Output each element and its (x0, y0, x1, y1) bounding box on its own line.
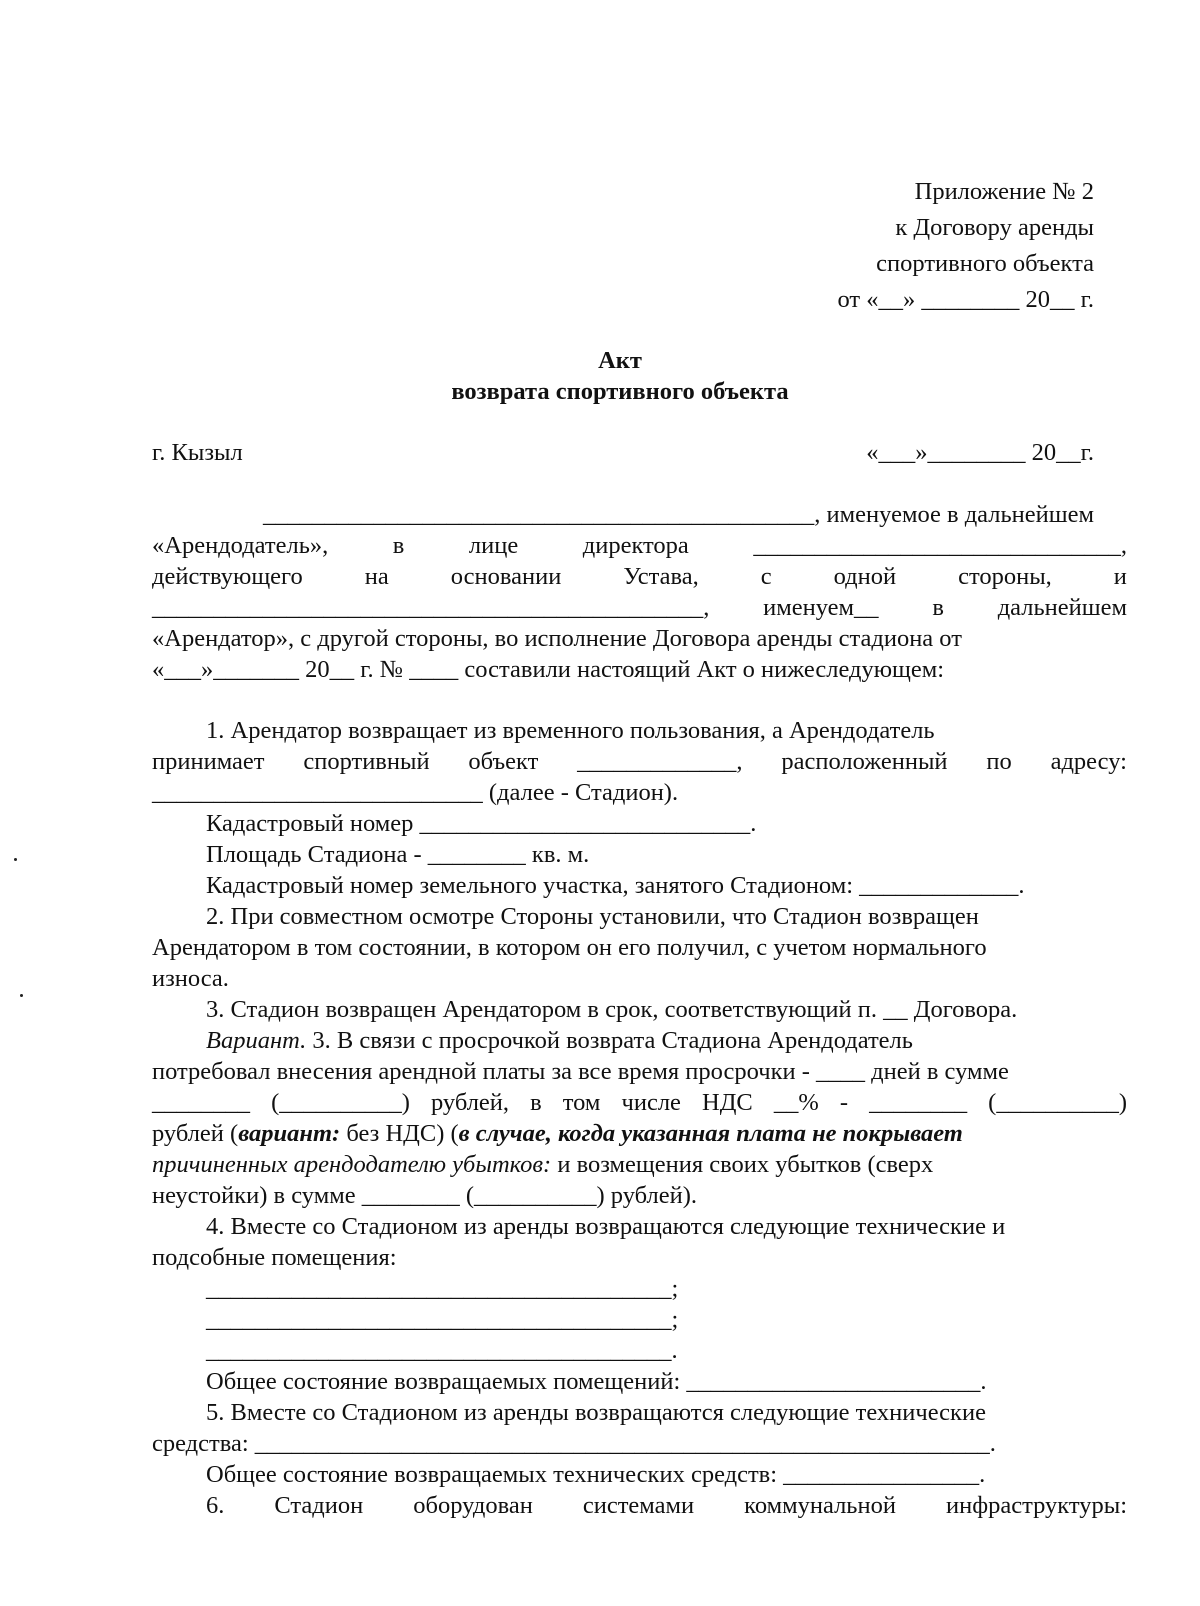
item-1-line-3: ___________________________ (далее - Стадион). (152, 779, 679, 806)
item-1-line-2: принимает спортивный объект _____________, расположенный по адресу: (152, 748, 1127, 775)
item-6-line-1: 6. Стадион оборудован системами коммунальной инфраструктуры: (206, 1492, 1127, 1519)
intro-line-2: «Арендодатель», в лице директора ______________________________, (152, 532, 1127, 559)
item-1-line-1: 1. Арендатор возвращает из временного пользования, а Арендодатель (206, 717, 935, 744)
item-5-line-2: средства: ____________________________________________________________. (152, 1430, 996, 1457)
land-cadastral-number: Кадастровый номер земельного участка, занятого Стадионом: _____________. (206, 872, 1025, 899)
appendix-contract: к Договору аренды (895, 214, 1094, 241)
item-2-line-1: 2. При совместном осмотре Стороны установили, что Стадион возвращен (206, 903, 979, 930)
item-2-line-2: Арендатором в том состоянии, в котором он его получил, с учетом нормального (152, 934, 987, 961)
scan-speck (14, 858, 17, 861)
item-2-line-3: износа. (152, 965, 229, 992)
intro-line-5: «Арендатор», с другой стороны, во исполнение Договора аренды стадиона от (152, 625, 962, 652)
premises-list-item: ______________________________________; (206, 1306, 679, 1333)
intro-line-4: _____________________________________________, именуем__ в дальнейшем (152, 594, 1127, 621)
item-5-line-1: 5. Вместе со Стадионом из аренды возвращаются следующие технические (206, 1399, 986, 1426)
premises-state: Общее состояние возвращаемых помещений: ________________________. (206, 1368, 987, 1395)
premises-list-item: ______________________________________. (206, 1337, 678, 1364)
equipment-state: Общее состояние возвращаемых технических средств: ________________. (206, 1461, 986, 1488)
item-3-variant-line-3: ________ (__________) рублей, в том числе НДС __% - ________ (__________) (152, 1089, 1127, 1116)
appendix-date: от «__» ________ 20__ г. (837, 286, 1094, 313)
item-3-variant-line-2: потребовал внесения арендной платы за все время просрочки - ____ дней в сумме (152, 1058, 1009, 1085)
intro-line-6: «___»_______ 20__ г. № ____ составили настоящий Акт о нижеследующем: (152, 656, 945, 683)
item-4-line-1: 4. Вместе со Стадионом из аренды возвращаются следующие технические и (206, 1213, 1006, 1240)
act-date: «___»________ 20__г. (866, 439, 1094, 466)
city: г. Кызыл (152, 439, 243, 466)
item-4-line-2: подсобные помещения: (152, 1244, 397, 1271)
item-3-variant-line-5: причиненных арендодателю убытков: и возмещения своих убытков (сверх (152, 1151, 934, 1178)
appendix-number: Приложение № 2 (914, 178, 1094, 205)
item-3-line-1: 3. Стадион возвращен Арендатором в срок, соответствующий п. __ Договора. (206, 996, 1018, 1023)
item-3-variant-line-1: Вариант. 3. В связи с просрочкой возврата Стадиона Арендодатель (206, 1027, 913, 1054)
item-3-variant-line-4: рублей (вариант: без НДС) (в случае, когда указанная плата не покрывает (152, 1120, 963, 1147)
cadastral-number: Кадастровый номер ___________________________. (206, 810, 757, 837)
intro-line-1: _____________________________________________, именуемое в дальнейшем (263, 501, 1094, 528)
document-title: Акт (598, 347, 642, 374)
stadium-area: Площадь Стадиона - ________ кв. м. (206, 841, 590, 868)
item-3-variant-line-6: неустойки) в сумме ________ (__________) рублей). (152, 1182, 697, 1209)
premises-list-item: ______________________________________; (206, 1275, 679, 1302)
scan-speck (20, 994, 23, 997)
appendix-object: спортивного объекта (876, 250, 1094, 277)
document-subtitle: возврата спортивного объекта (451, 378, 789, 405)
intro-line-3: действующего на основании Устава, с одной стороны, и (152, 563, 1127, 590)
